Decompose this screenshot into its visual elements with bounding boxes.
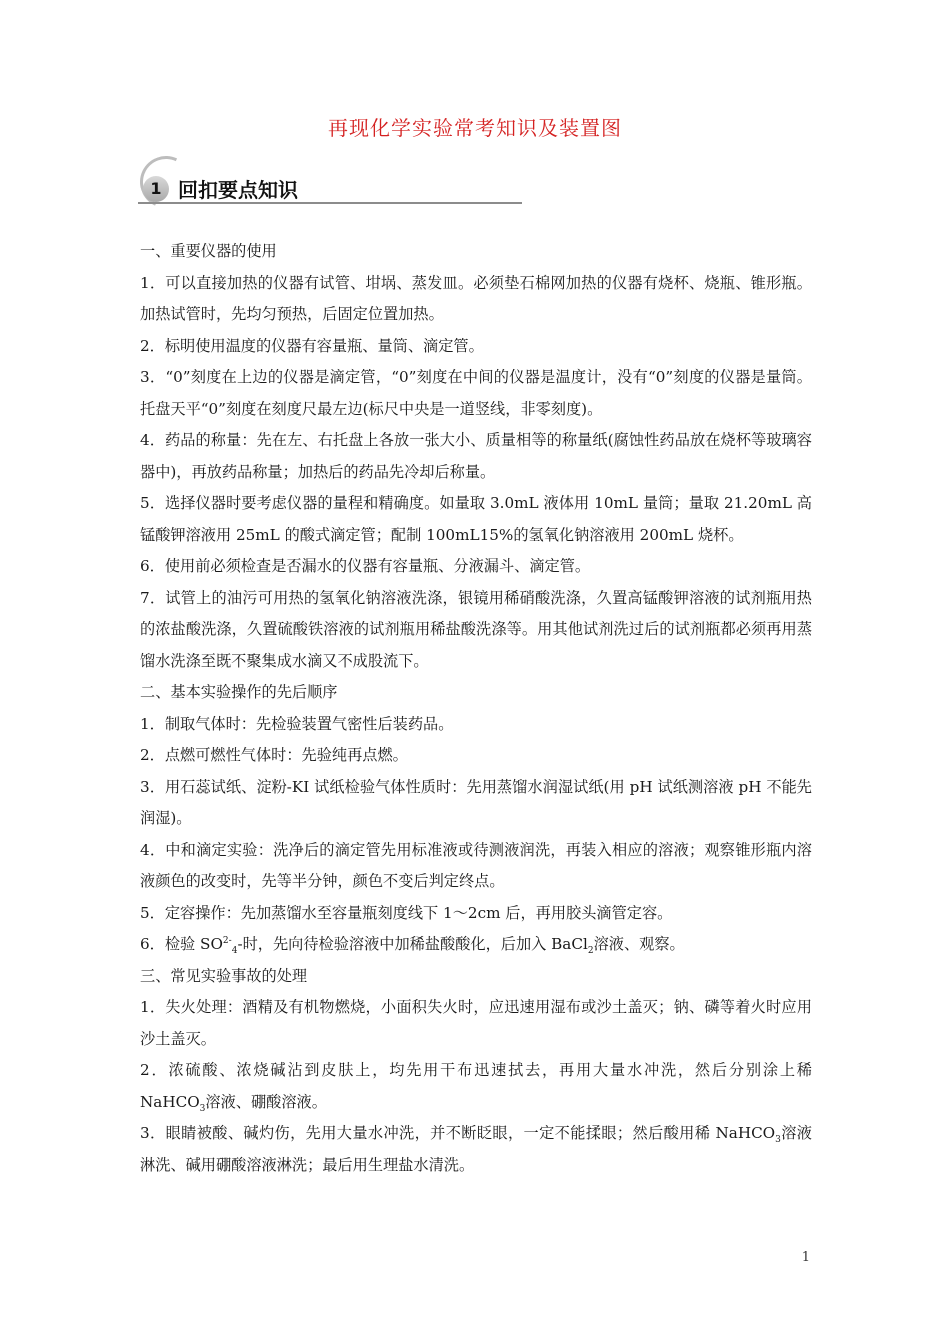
- section-number-badge: 1: [143, 176, 169, 202]
- paragraph-1-1: 1．可以直接加热的仪器有试管、坩埚、蒸发皿。必须垫石棉网加热的仪器有烧杯、烧瓶、锥形瓶。加热试管时，先均匀预热，后固定位置加热。: [140, 273, 812, 323]
- text-run: -时，先向待检验溶液中加稀盐酸酸化，后加入 BaCl: [237, 935, 588, 953]
- heading-accident-handling: 三、常见实验事故的处理: [140, 966, 308, 985]
- paragraph-2-2: 2．点燃可燃性气体时：先验纯再点燃。: [140, 746, 408, 764]
- paragraph-1-6: 6．使用前必须检查是否漏水的仪器有容量瓶、分液漏斗、滴定管。: [140, 557, 591, 575]
- text-run: 溶液、硼酸溶液。: [205, 1092, 327, 1111]
- subscript: 2: [587, 946, 594, 957]
- subscript: 3: [775, 1135, 781, 1146]
- text-run: 2．浓硫酸、浓烧碱沾到皮肤上，均先用干布迅速拭去，再用大量水冲洗，然后分别涂上稀 NaHCO: [140, 1061, 812, 1111]
- paragraph-3-3: [140, 1118, 812, 1181]
- paragraph-2-6: [140, 929, 812, 961]
- heading-operation-order: 二、基本实验操作的先后顺序: [140, 683, 338, 701]
- section-underline: [138, 202, 522, 204]
- paragraph-1-3: 3．“0”刻度在上边的仪器是滴定管，“0”刻度在中间的仪器是温度计，没有“0”刻度的仪器是量筒。托盘天平“0”刻度在刻度尺最左边(标尺中央是一道竖线，非零刻度)。: [140, 368, 812, 418]
- paragraph-2-1: 1．制取气体时：先检验装置气密性后装药品。: [140, 714, 454, 733]
- superscript: 2-: [222, 935, 232, 946]
- paragraph-2-3: 3．用石蕊试纸、淀粉-KI 试纸检验气体性质时：先用蒸馏水润湿试纸(用 pH 试纸测溶液 pH 不能先润湿)。: [140, 777, 812, 827]
- section-title: 回扣要点知识: [178, 178, 298, 202]
- text-run: 溶液、观察。: [593, 935, 685, 953]
- heading-instrument-use: 一、重要仪器的使用: [140, 242, 277, 260]
- paragraph-1-4: 4．药品的称量：先在左、右托盘上各放一张大小、质量相等的称量纸(腐蚀性药品放在烧杯等玻璃容器中)，再放药品称量；加热后的药品先冷却后称量。: [140, 431, 812, 481]
- subscript: 4: [231, 946, 238, 957]
- paragraph-1-7: 7．试管上的油污可用热的氢氧化钠溶液洗涤，银镜用稀硝酸洗涤，久置高锰酸钾溶液的试剂瓶用热的浓盐酸洗涤，久置硫酸铁溶液的试剂瓶用稀盐酸洗涤等。用其他试剂洗过后的试剂瓶都必须再用蒸馏水洗涤至既不聚集成水滴又不成股流下。: [140, 588, 812, 670]
- text-run: 溶液淋洗、碱用硼酸溶液淋洗；最后用生理盐水清洗。: [140, 1124, 812, 1174]
- page-number: 1: [801, 1250, 810, 1265]
- text-run: 6．检验 SO: [140, 935, 223, 953]
- document-body: [140, 236, 812, 1181]
- paragraph-1-5: 5．选择仪器时要考虑仪器的量程和精确度。如量取 3.0mL 液体用 10mL 量筒；量取 21.20mL 高锰酸钾溶液用 25mL 的酸式滴定管；配制 100mL15%的氢氧化钠溶液用 200mL 烧杯。: [140, 494, 812, 544]
- subscript: 3: [199, 1103, 206, 1114]
- paragraph-3-1: 1．失火处理：酒精及有机物燃烧，小面积失火时，应迅速用湿布或沙土盖灭；钠、磷等着火时应用沙土盖灭。: [140, 998, 812, 1048]
- paragraph-2-5: 5．定容操作：先加蒸馏水至容量瓶刻度线下 1～2cm 后，再用胶头滴管定容。: [140, 903, 673, 922]
- paragraph-3-2: [140, 1055, 812, 1118]
- paragraph-2-4: 4．中和滴定实验：洗净后的滴定管先用标准液或待测液润洗，再装入相应的溶液；观察锥形瓶内溶液颜色的改变时，先等半分钟，颜色不变后判定终点。: [140, 840, 812, 890]
- section-header: [138, 158, 522, 206]
- document-title: 再现化学实验常考知识及装置图: [328, 116, 622, 140]
- paragraph-1-2: 2．标明使用温度的仪器有容量瓶、量筒、滴定管。: [140, 336, 484, 355]
- text-run: 3．眼睛被酸、碱灼伤，先用大量水冲洗，并不断眨眼，一定不能揉眼；然后酸用稀 NaHCO: [140, 1124, 776, 1142]
